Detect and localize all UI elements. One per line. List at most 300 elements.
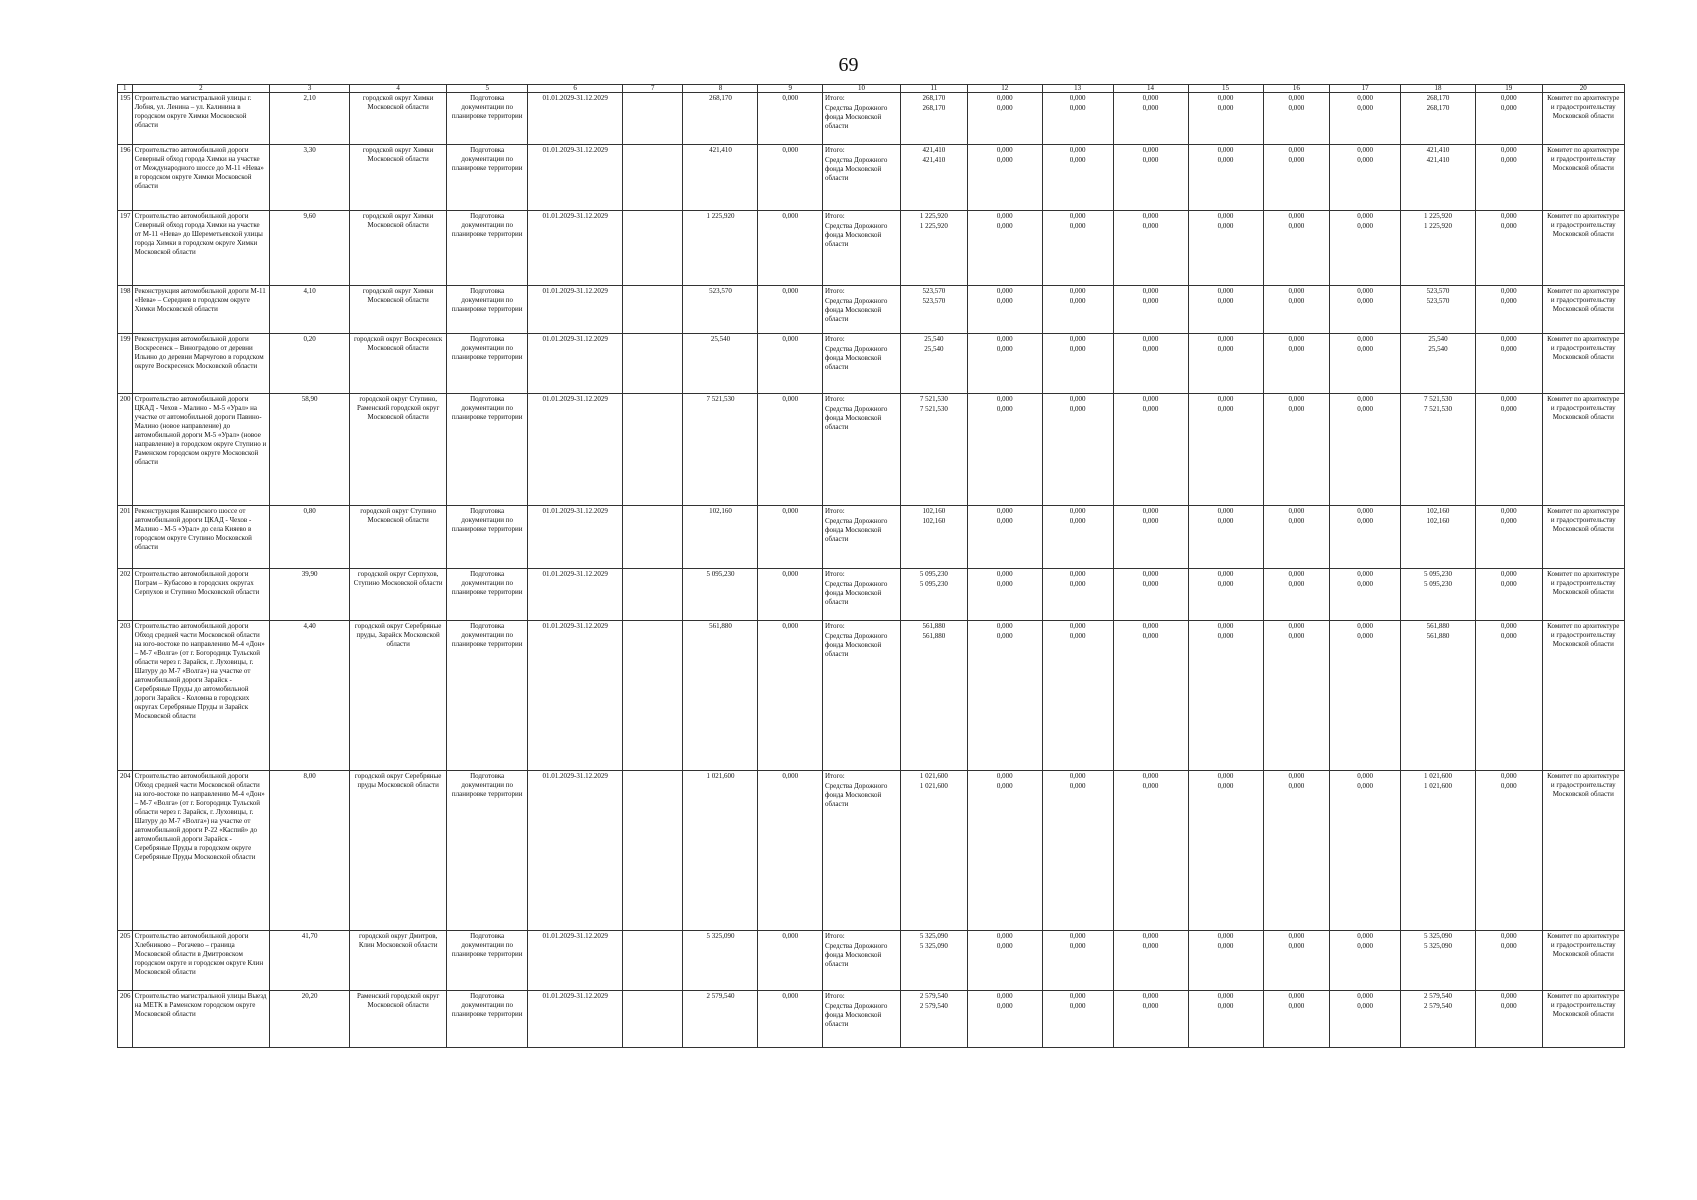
source-amount: 0,000 xyxy=(1500,580,1517,588)
road-length: 58,90 xyxy=(270,394,350,506)
total-label: Итого: xyxy=(825,335,845,343)
column-number: 20 xyxy=(1542,85,1624,93)
column-number: 19 xyxy=(1475,85,1542,93)
total-amount: 0,000 xyxy=(1069,94,1086,102)
year-amount-cell xyxy=(1042,93,1113,145)
total-amount: 7 521,530 xyxy=(919,395,948,403)
year-amount-cell xyxy=(1475,93,1542,145)
source-amount: 0,000 xyxy=(996,405,1013,413)
source-amount: 0,000 xyxy=(1288,405,1305,413)
source-amount: 0,000 xyxy=(1142,345,1159,353)
source-amount: 102,160 xyxy=(922,517,946,525)
total-amount: 0,000 xyxy=(1357,772,1373,780)
year-amount-cell xyxy=(1475,211,1542,286)
total-amount: 0,000 xyxy=(1069,772,1086,780)
total-label: Итого: xyxy=(825,622,845,630)
road-length: 0,80 xyxy=(270,506,350,569)
year-amount-cell xyxy=(1330,334,1401,394)
municipality: городской округ Серебряные пруды, Зарайск Московской области xyxy=(350,621,447,771)
funding-source-label: Средства Дорожного фонда Московской области xyxy=(825,580,888,606)
work-stage: Подготовка документации по планировке территории xyxy=(447,991,528,1048)
source-amount: 0,000 xyxy=(1069,222,1086,230)
total-amount: 0,000 xyxy=(1217,932,1234,940)
total-amount: 0,000 xyxy=(1069,395,1086,403)
source-amount: 0,000 xyxy=(996,942,1013,950)
year-amount-cell xyxy=(901,991,968,1048)
source-amount: 5 095,230 xyxy=(919,580,948,588)
source-amount: 0,000 xyxy=(1142,782,1159,790)
municipality: городской округ Химки Московской области xyxy=(350,145,447,211)
work-dates: 01.01.2029-31.12.2029 xyxy=(528,145,623,211)
year-amount-cell xyxy=(1188,93,1263,145)
cost-value: 7 521,530 xyxy=(683,394,758,506)
funding-source-label: Средства Дорожного фонда Московской области xyxy=(825,942,888,968)
total-amount: 0,000 xyxy=(1500,992,1517,1000)
total-amount: 0,000 xyxy=(1288,772,1305,780)
column-number: 7 xyxy=(623,85,683,93)
total-amount: 5 095,230 xyxy=(919,570,948,578)
year-amount-cell xyxy=(967,931,1042,991)
source-amount: 268,170 xyxy=(1426,104,1450,112)
source-amount: 0,000 xyxy=(1142,297,1159,305)
year-amount-cell xyxy=(1475,569,1542,621)
source-amount: 0,000 xyxy=(1217,156,1234,164)
year-amount-cell xyxy=(1113,931,1188,991)
cost-value: 561,880 xyxy=(683,621,758,771)
column-number: 3 xyxy=(270,85,350,93)
total-amount: 0,000 xyxy=(1069,507,1086,515)
col9-value: 0,000 xyxy=(758,569,823,621)
year-amount-cell xyxy=(1330,991,1401,1048)
total-amount: 0,000 xyxy=(1357,335,1373,343)
source-amount: 0,000 xyxy=(1217,345,1234,353)
col9-value: 0,000 xyxy=(758,394,823,506)
total-amount: 0,000 xyxy=(1500,570,1517,578)
year-amount-cell xyxy=(967,771,1042,931)
work-dates: 01.01.2029-31.12.2029 xyxy=(528,621,623,771)
road-length: 4,40 xyxy=(270,621,350,771)
total-label: Итого: xyxy=(825,287,845,295)
year-amount-cell xyxy=(1475,931,1542,991)
work-stage: Подготовка документации по планировке территории xyxy=(447,211,528,286)
year-amount-cell xyxy=(1400,334,1475,394)
work-dates: 01.01.2029-31.12.2029 xyxy=(528,931,623,991)
table-row xyxy=(118,506,1625,569)
total-amount: 0,000 xyxy=(1142,622,1159,630)
total-amount: 0,000 xyxy=(1288,932,1305,940)
total-amount: 0,000 xyxy=(1142,932,1159,940)
year-amount-cell xyxy=(901,621,968,771)
total-label: Итого: xyxy=(825,992,845,1000)
year-amount-cell xyxy=(1263,621,1330,771)
year-amount-cell xyxy=(1263,569,1330,621)
work-dates: 01.01.2029-31.12.2029 xyxy=(528,286,623,334)
road-length: 2,10 xyxy=(270,93,350,145)
work-dates: 01.01.2029-31.12.2029 xyxy=(528,991,623,1048)
municipality: городской округ Воскресенск Московской области xyxy=(350,334,447,394)
source-amount: 0,000 xyxy=(1500,632,1517,640)
source-amount: 0,000 xyxy=(1357,580,1373,588)
total-amount: 0,000 xyxy=(1217,622,1234,630)
source-amount: 523,570 xyxy=(922,297,946,305)
column-number: 16 xyxy=(1263,85,1330,93)
source-amount: 0,000 xyxy=(996,517,1013,525)
col7-value xyxy=(623,145,683,211)
source-amount: 0,000 xyxy=(1217,942,1234,950)
source-amount: 0,000 xyxy=(1288,580,1305,588)
funding-source-cell xyxy=(823,211,901,286)
source-amount: 0,000 xyxy=(1142,942,1159,950)
total-amount: 0,000 xyxy=(1500,212,1517,220)
col7-value xyxy=(623,931,683,991)
year-amount-cell xyxy=(1113,334,1188,394)
work-dates: 01.01.2029-31.12.2029 xyxy=(528,394,623,506)
source-amount: 0,000 xyxy=(996,222,1013,230)
source-amount: 0,000 xyxy=(1217,632,1234,640)
year-amount-cell xyxy=(1475,771,1542,931)
table-row xyxy=(118,991,1625,1048)
work-dates: 01.01.2029-31.12.2029 xyxy=(528,334,623,394)
total-amount: 0,000 xyxy=(1500,335,1517,343)
col7-value xyxy=(623,211,683,286)
total-amount: 0,000 xyxy=(1288,335,1305,343)
work-stage: Подготовка документации по планировке территории xyxy=(447,569,528,621)
total-amount: 421,410 xyxy=(922,146,946,154)
total-amount: 268,170 xyxy=(922,94,946,102)
year-amount-cell xyxy=(1400,771,1475,931)
total-amount: 0,000 xyxy=(996,146,1013,154)
source-amount: 0,000 xyxy=(1500,405,1517,413)
total-amount: 561,880 xyxy=(1426,622,1450,630)
year-amount-cell xyxy=(1475,394,1542,506)
object-name: Строительство автомобильной дороги Хлебниково – Рогачево – граница Московской области в Дмитровском городском округе и городском округе Клин Московской области xyxy=(132,931,269,991)
column-number: 18 xyxy=(1400,85,1475,93)
row-number: 198 xyxy=(118,286,133,334)
total-amount: 268,170 xyxy=(1426,94,1450,102)
total-amount: 0,000 xyxy=(1500,94,1517,102)
object-name: Строительство автомобильной дороги Обход средней части Московской области на юго-востоке по направлению М-4 «Дон» – М-7 «Волга» (от г. Богородицк Тульской области через г. Зарайск, г. Луховицы, г. Шатуру до М-7 «Волга») на участке от автомобильной дороги Р-22 «Каспий» до автомобильной дороги Зарайск - Серебряные Пруды в городском округе Серебряные Пруды Московской области xyxy=(132,771,269,931)
total-label: Итого: xyxy=(825,570,845,578)
source-amount: 0,000 xyxy=(1069,405,1086,413)
year-amount-cell xyxy=(1188,506,1263,569)
source-amount: 0,000 xyxy=(1069,632,1086,640)
total-amount: 1 021,600 xyxy=(919,772,948,780)
total-amount: 561,880 xyxy=(922,622,946,630)
source-amount: 0,000 xyxy=(1069,517,1086,525)
total-label: Итого: xyxy=(825,395,845,403)
source-amount: 0,000 xyxy=(1357,405,1373,413)
object-name: Строительство автомобильной дороги Обход средней части Московской области на юго-востоке по направлению М-4 «Дон» – М-7 «Волга» (от г. Богородицк Тульской области через г. Зарайск, г. Луховицы, г. Шатуру до М-7 «Волга») на участке от автомобильной дороги Зарайск - Серебряные Пруды до автомобильной дороги Зарайск - Коломна в городских округах Серебряные Пруды и Зарайск Московской области xyxy=(132,621,269,771)
total-amount: 0,000 xyxy=(1217,992,1234,1000)
table-row xyxy=(118,569,1625,621)
total-amount: 0,000 xyxy=(1288,212,1305,220)
table-row xyxy=(118,394,1625,506)
road-length: 41,70 xyxy=(270,931,350,991)
total-amount: 0,000 xyxy=(1142,772,1159,780)
source-amount: 0,000 xyxy=(1069,297,1086,305)
source-amount: 0,000 xyxy=(1069,580,1086,588)
year-amount-cell xyxy=(1263,93,1330,145)
source-amount: 0,000 xyxy=(1142,222,1159,230)
source-amount: 1 225,920 xyxy=(919,222,948,230)
year-amount-cell xyxy=(967,93,1042,145)
column-number: 15 xyxy=(1188,85,1263,93)
total-amount: 0,000 xyxy=(1217,146,1234,154)
total-amount: 0,000 xyxy=(1069,335,1086,343)
funding-source-cell xyxy=(823,621,901,771)
work-stage: Подготовка документации по планировке территории xyxy=(447,621,528,771)
source-amount: 0,000 xyxy=(1142,517,1159,525)
road-length: 9,60 xyxy=(270,211,350,286)
year-amount-cell xyxy=(967,211,1042,286)
year-amount-cell xyxy=(1475,991,1542,1048)
year-amount-cell xyxy=(901,506,968,569)
total-amount: 0,000 xyxy=(1069,932,1086,940)
row-number: 196 xyxy=(118,145,133,211)
col7-value xyxy=(623,771,683,931)
work-stage: Подготовка документации по планировке территории xyxy=(447,931,528,991)
year-amount-cell xyxy=(901,211,968,286)
funding-source-label: Средства Дорожного фонда Московской области xyxy=(825,782,888,808)
total-amount: 523,570 xyxy=(922,287,946,295)
total-amount: 0,000 xyxy=(1500,395,1517,403)
row-number: 204 xyxy=(118,771,133,931)
source-amount: 0,000 xyxy=(1288,104,1305,112)
year-amount-cell xyxy=(1042,621,1113,771)
total-amount: 0,000 xyxy=(1069,570,1086,578)
total-amount: 0,000 xyxy=(996,287,1013,295)
year-amount-cell xyxy=(1042,145,1113,211)
source-amount: 0,000 xyxy=(1069,782,1086,790)
row-number: 203 xyxy=(118,621,133,771)
total-amount: 0,000 xyxy=(1500,932,1517,940)
total-amount: 0,000 xyxy=(1142,287,1159,295)
source-amount: 7 521,530 xyxy=(919,405,948,413)
work-dates: 01.01.2029-31.12.2029 xyxy=(528,506,623,569)
object-name: Строительство автомобильной дороги Пограм – Кубасово в городских округах Серпухов и Ступино Московской области xyxy=(132,569,269,621)
source-amount: 2 579,540 xyxy=(1423,1002,1452,1010)
year-amount-cell xyxy=(967,506,1042,569)
source-amount: 0,000 xyxy=(1500,345,1517,353)
year-amount-cell xyxy=(1042,394,1113,506)
total-amount: 102,160 xyxy=(1426,507,1450,515)
total-amount: 0,000 xyxy=(996,94,1013,102)
total-amount: 0,000 xyxy=(1142,94,1159,102)
source-amount: 0,000 xyxy=(996,632,1013,640)
total-amount: 0,000 xyxy=(1357,212,1373,220)
funding-source-cell xyxy=(823,506,901,569)
row-number: 199 xyxy=(118,334,133,394)
municipality: городской округ Ступино Московской области xyxy=(350,506,447,569)
column-number: 1 xyxy=(118,85,133,93)
year-amount-cell xyxy=(901,569,968,621)
funding-source-label: Средства Дорожного фонда Московской области xyxy=(825,156,888,182)
source-amount: 0,000 xyxy=(1288,156,1305,164)
total-amount: 0,000 xyxy=(996,772,1013,780)
col7-value xyxy=(623,394,683,506)
year-amount-cell xyxy=(1330,211,1401,286)
source-amount: 0,000 xyxy=(1069,942,1086,950)
total-amount: 0,000 xyxy=(1357,570,1373,578)
col9-value: 0,000 xyxy=(758,991,823,1048)
column-number: 5 xyxy=(447,85,528,93)
source-amount: 0,000 xyxy=(1357,104,1373,112)
table-row xyxy=(118,286,1625,334)
source-amount: 0,000 xyxy=(996,345,1013,353)
year-amount-cell xyxy=(1042,569,1113,621)
row-number: 195 xyxy=(118,93,133,145)
year-amount-cell xyxy=(1263,394,1330,506)
year-amount-cell xyxy=(967,334,1042,394)
total-amount: 2 579,540 xyxy=(1423,992,1452,1000)
total-amount: 0,000 xyxy=(1069,287,1086,295)
year-amount-cell xyxy=(1188,621,1263,771)
total-amount: 0,000 xyxy=(1357,507,1373,515)
responsible-body: Комитет по архитектуре и градостроительству Московской области xyxy=(1542,621,1624,771)
source-amount: 0,000 xyxy=(1357,345,1373,353)
responsible-body: Комитет по архитектуре и градостроительству Московской области xyxy=(1542,145,1624,211)
year-amount-cell xyxy=(1042,334,1113,394)
work-dates: 01.01.2029-31.12.2029 xyxy=(528,93,623,145)
source-amount: 0,000 xyxy=(1288,782,1305,790)
total-amount: 0,000 xyxy=(996,395,1013,403)
source-amount: 0,000 xyxy=(1288,942,1305,950)
total-amount: 0,000 xyxy=(996,570,1013,578)
object-name: Строительство автомобильной дороги ЦКАД - Чехов - Малино - М-5 «Урал» на участке от автомобильной дороги Павино-Малино (новое направление) до автомобильной дороги М-5 «Урал» (новое направление) в городском округе Ступино и Раменском городском округе Московской области xyxy=(132,394,269,506)
table-row xyxy=(118,211,1625,286)
year-amount-cell xyxy=(1188,334,1263,394)
total-amount: 421,410 xyxy=(1426,146,1450,154)
source-amount: 0,000 xyxy=(996,156,1013,164)
source-amount: 0,000 xyxy=(1288,517,1305,525)
year-amount-cell xyxy=(1188,286,1263,334)
year-amount-cell xyxy=(1113,93,1188,145)
source-amount: 5 095,230 xyxy=(1423,580,1452,588)
year-amount-cell xyxy=(1188,211,1263,286)
source-amount: 0,000 xyxy=(1217,297,1234,305)
funding-source-cell xyxy=(823,394,901,506)
source-amount: 0,000 xyxy=(1069,345,1086,353)
year-amount-cell xyxy=(1330,145,1401,211)
source-amount: 2 579,540 xyxy=(919,1002,948,1010)
total-amount: 0,000 xyxy=(996,992,1013,1000)
source-amount: 0,000 xyxy=(1500,222,1517,230)
total-amount: 7 521,530 xyxy=(1423,395,1452,403)
source-amount: 421,410 xyxy=(1426,156,1450,164)
year-amount-cell xyxy=(1188,569,1263,621)
funding-source-cell xyxy=(823,569,901,621)
col9-value: 0,000 xyxy=(758,771,823,931)
total-amount: 0,000 xyxy=(1142,570,1159,578)
table-row xyxy=(118,334,1625,394)
year-amount-cell xyxy=(1188,991,1263,1048)
work-stage: Подготовка документации по планировке территории xyxy=(447,394,528,506)
source-amount: 0,000 xyxy=(1288,345,1305,353)
year-amount-cell xyxy=(1113,771,1188,931)
year-amount-cell xyxy=(967,991,1042,1048)
year-amount-cell xyxy=(1113,145,1188,211)
column-number: 6 xyxy=(528,85,623,93)
source-amount: 0,000 xyxy=(1217,405,1234,413)
object-name: Строительство автомобильной дороги Северный обход города Химки на участке от Международного шоссе до М-11 «Нева» в городском округе Химки Московской области xyxy=(132,145,269,211)
source-amount: 0,000 xyxy=(1142,580,1159,588)
column-number: 17 xyxy=(1330,85,1401,93)
road-length: 3,30 xyxy=(270,145,350,211)
source-amount: 1 225,920 xyxy=(1423,222,1452,230)
source-amount: 1 021,600 xyxy=(1423,782,1452,790)
page-number: 69 xyxy=(838,54,859,76)
municipality: Раменский городской округ Московской области xyxy=(350,991,447,1048)
funding-source-cell xyxy=(823,771,901,931)
source-amount: 0,000 xyxy=(996,104,1013,112)
total-amount: 0,000 xyxy=(1069,992,1086,1000)
total-amount: 0,000 xyxy=(1142,395,1159,403)
total-amount: 0,000 xyxy=(1288,992,1305,1000)
total-amount: 0,000 xyxy=(1288,507,1305,515)
work-stage: Подготовка документации по планировке территории xyxy=(447,506,528,569)
row-number: 197 xyxy=(118,211,133,286)
source-amount: 0,000 xyxy=(1500,156,1517,164)
responsible-body: Комитет по архитектуре и градостроительству Московской области xyxy=(1542,93,1624,145)
year-amount-cell xyxy=(967,621,1042,771)
total-amount: 0,000 xyxy=(1069,622,1086,630)
year-amount-cell xyxy=(1475,145,1542,211)
funding-source-cell xyxy=(823,286,901,334)
total-label: Итого: xyxy=(825,212,845,220)
funding-source-label: Средства Дорожного фонда Московской области xyxy=(825,345,888,371)
total-amount: 1 225,920 xyxy=(1423,212,1452,220)
col7-value xyxy=(623,93,683,145)
source-amount: 0,000 xyxy=(1500,782,1517,790)
table-row xyxy=(118,93,1625,145)
year-amount-cell xyxy=(1042,771,1113,931)
funding-source-label: Средства Дорожного фонда Московской области xyxy=(825,632,888,658)
road-length: 39,90 xyxy=(270,569,350,621)
year-amount-cell xyxy=(1400,211,1475,286)
source-amount: 102,160 xyxy=(1426,517,1450,525)
table-row xyxy=(118,931,1625,991)
total-amount: 0,000 xyxy=(1500,622,1517,630)
total-amount: 0,000 xyxy=(1142,212,1159,220)
year-amount-cell xyxy=(1113,569,1188,621)
year-amount-cell xyxy=(1400,145,1475,211)
year-amount-cell xyxy=(1475,334,1542,394)
cost-value: 25,540 xyxy=(683,334,758,394)
total-amount: 5 325,090 xyxy=(919,932,948,940)
total-amount: 0,000 xyxy=(1500,146,1517,154)
year-amount-cell xyxy=(1263,991,1330,1048)
year-amount-cell xyxy=(1263,145,1330,211)
column-number: 4 xyxy=(350,85,447,93)
source-amount: 0,000 xyxy=(1500,942,1517,950)
total-amount: 0,000 xyxy=(1217,507,1234,515)
year-amount-cell xyxy=(901,145,968,211)
year-amount-cell xyxy=(1400,569,1475,621)
year-amount-cell xyxy=(1042,211,1113,286)
source-amount: 0,000 xyxy=(996,1002,1013,1010)
cost-value: 5 325,090 xyxy=(683,931,758,991)
funding-source-label: Средства Дорожного фонда Московской области xyxy=(825,222,888,248)
year-amount-cell xyxy=(1263,506,1330,569)
total-amount: 0,000 xyxy=(1357,992,1373,1000)
funding-source-label: Средства Дорожного фонда Московской области xyxy=(825,297,888,323)
municipality: городской округ Серпухов, Ступино Московской области xyxy=(350,569,447,621)
source-amount: 0,000 xyxy=(1288,222,1305,230)
road-length: 20,20 xyxy=(270,991,350,1048)
source-amount: 0,000 xyxy=(1217,1002,1234,1010)
source-amount: 0,000 xyxy=(1142,156,1159,164)
total-amount: 5 095,230 xyxy=(1423,570,1452,578)
